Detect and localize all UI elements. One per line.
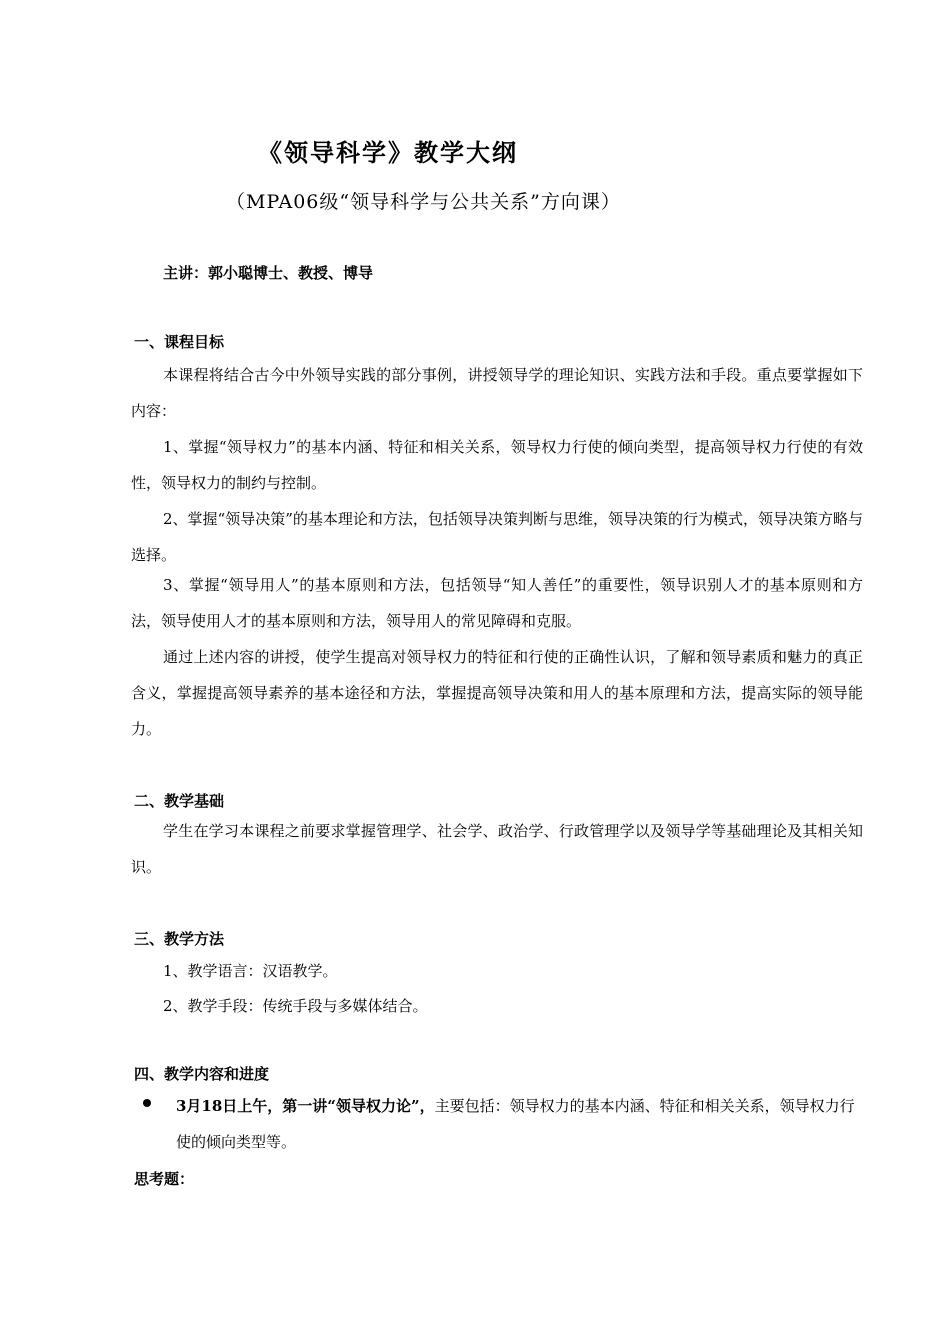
bullet-icon bbox=[143, 1099, 151, 1107]
section-heading-basis: 二、教学基础 bbox=[134, 792, 225, 810]
methods-item-1: 1、教学语言：汉语教学。 bbox=[163, 962, 338, 980]
section-heading-content: 四、教学内容和进度 bbox=[134, 1065, 270, 1083]
goals-intro-paragraph: 本课程将结合古今中外领导实践的部分事例，讲授领导学的理论知识、实践方法和手段。重点要掌握如下内容： bbox=[131, 366, 863, 420]
basis-paragraph: 学生在学习本课程之前要求掌握管理学、社会学、政治学、行政管理学以及领导学等基础理论及其相关知识。 bbox=[131, 822, 863, 876]
goals-item-3: 3、掌握“领导用人”的基本原则和方法，包括领导“知人善任”的重要性，领导识别人才的基本原则和方法，领导使用人才的基本原则和方法，领导用人的常见障碍和克服。 bbox=[131, 576, 863, 630]
goals-item-1: 1、掌握“领导权力”的基本内涵、特征和相关关系，领导权力行使的倾向类型，提高领导权力行使的有效性，领导权力的制约与控制。 bbox=[131, 438, 863, 492]
document-title: 《领导科学》教学大纲 bbox=[258, 138, 518, 167]
goals-item-2: 2、掌握“领导决策”的基本理论和方法，包括领导决策判断与思维，领导决策的行为模式，领导决策方略与选择。 bbox=[131, 510, 863, 564]
schedule-item-1-lead: 3月18日上午，第一讲“领导权力论”， bbox=[176, 1097, 435, 1115]
methods-item-2: 2、教学手段：传统手段与多媒体结合。 bbox=[163, 997, 428, 1015]
schedule-item-1 bbox=[176, 1088, 864, 1160]
document-subtitle: （MPA06级“领导科学与公共关系”方向课） bbox=[226, 191, 621, 213]
lecturer-line: 主讲：郭小聪博士、教授、博导 bbox=[163, 264, 374, 282]
schedule-item-1-text: 主要包括：领导权力的基本内涵、特征和相关关系，领导权力行使的倾向类型等。 bbox=[176, 1097, 855, 1151]
section-heading-goals: 一、课程目标 bbox=[134, 333, 225, 351]
goals-summary-paragraph: 通过上述内容的讲授，使学生提高对领导权力的特征和行使的正确性认识，了解和领导素质和魅力的真正含义，掌握提高领导素养的基本途径和方法，掌握提高领导决策和用人的基本原理和方法，提高实际的领导能力。 bbox=[131, 648, 863, 738]
questions-label: 思考题： bbox=[134, 1170, 195, 1188]
section-heading-methods: 三、教学方法 bbox=[134, 930, 225, 948]
